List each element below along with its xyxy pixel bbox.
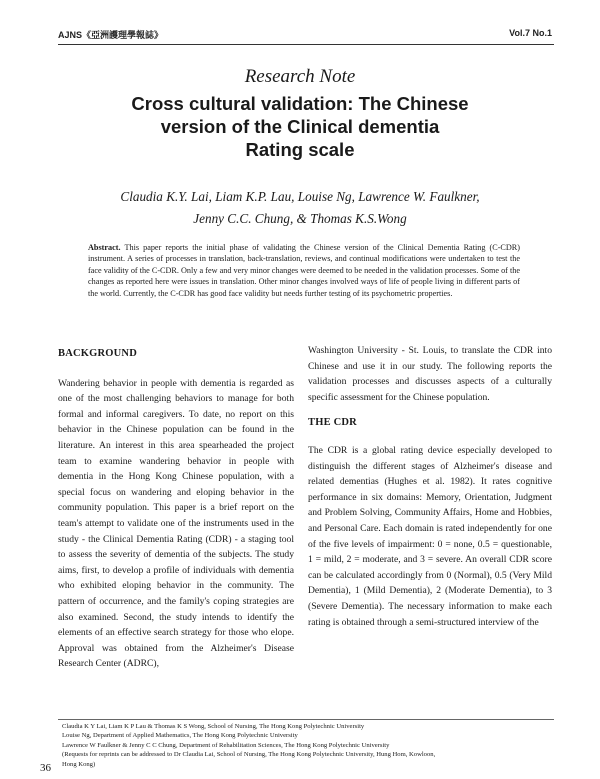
footnote-line: (Requests for reprints can be addressed to Dr Claudia Lai, School of Nursing, The Hong Kong Polytechnic University, Hung Hom, Kowloon, <box>62 751 436 759</box>
abstract-text: This paper reports the initial phase of validating the Chinese version of the Clinical Dementia Rating (C-CDR) instrument. A series of processes in translation, back-translation, reviews, and continual modifications were undertaken to test the face validity of the C-CDR. Only a few and very minor changes were deemed to be needed in the validation processes. Some of the changes as reported here were issues in translation. Other minor changes involved ways of life of people living in different parts of the world. Currently, the C-CDR has good face validity but needs further testing of its psychometric properties. <box>88 243 520 298</box>
title-line: Cross cultural validation: The Chinese <box>131 93 469 114</box>
abstract <box>88 242 520 299</box>
author-list <box>60 186 540 230</box>
title-line: version of the Clinical dementia <box>160 116 440 137</box>
header-rule <box>58 44 554 45</box>
background-paragraph-1: Wandering behavior in people with dementia is regarded as one of the most challenging behaviors to manage for both formal and informal caregivers. To date, no report on this behavior in the Chinese population can be found in the literature. An interest in this area spearheaded the project team to examine wandering behavior in people with dementia in the Hong Kong Chinese population, with a special focus on wandering and eloping behavior in the community population. This paper is a brief report on the team's attempt to validate one of the instruments used in the study - the Clinical Dementia Rating (CDR) - a staging tool to assess the severity of dementia of the subjects. The study aims, first, to develop a profile of individuals with dementia who exhibited eloping behavior in the community. The pattern of occurrence, and the family's coping strategies are also examined. Second, the study intends to identify the elements of an effective search strategy for those who elope. Approval was obtained from the Alzheimer's Disease Research Center (ADRC), <box>58 377 294 670</box>
left-column <box>58 346 294 672</box>
cdr-paragraph-1: The CDR is a global rating device especially developed to distinguish the different stages of Alzheimer's disease and related dementias (Hughes et al. 1982). It rates cognitive performance in six domains: Memory, Orientation, Judgment and Problem Solving, Community Affairs, Home and Hobbies, and Personal Care. Each domain is rated independently for one of the five levels of impairment: 0 = none, 0.5 = questionable, 1 = mild, 2 = moderate, and 3 = severe. An overall CDR score can be calculated accordingly from 0 (Normal), 0.5 (Very Mild Dementia), 1 (Mild Dementia), 2 (Moderate Dementia), to 3 (Severe Dementia). The necessary information to make each rating is obtained through a semi-structured interview of the <box>308 444 552 628</box>
page-number: 36 <box>40 762 51 774</box>
article-type-label: Research Note <box>244 66 356 87</box>
footnote-rule <box>58 719 554 720</box>
right-column <box>308 343 552 630</box>
footnote-line: Claudia K Y Lai, Liam K P Lau & Thomas K S Wong, School of Nursing, The Hong Kong Polytechnic University <box>62 723 365 730</box>
section-heading-background: BACKGROUND <box>58 348 138 359</box>
abstract-label: Abstract. <box>88 243 121 252</box>
journal-name: AJNS《亞洲護理學報誌》 <box>58 30 164 40</box>
footnote-line: Hong Kong) <box>62 760 96 768</box>
author-line: Jenny C.C. Chung, & Thomas K.S.Wong <box>193 211 407 226</box>
article-title <box>60 92 540 161</box>
author-line: Claudia K.Y. Lai, Liam K.P. Lau, Louise Ng, Lawrence W. Faulkner, <box>120 189 480 204</box>
footnote-line: Louise Ng, Department of Applied Mathematics, The Hong Kong Polytechnic University <box>62 732 298 740</box>
title-line: Rating scale <box>245 139 355 160</box>
background-paragraph-2: Washington University - St. Louis, to translate the CDR into Chinese and use it in our study. The following reports the validation processes and discusses aspects of a culturally specific assessment for the Chinese population. <box>308 345 552 403</box>
volume-issue: Vol.7 No.1 <box>509 28 552 38</box>
section-heading-cdr: THE CDR <box>308 417 357 429</box>
author-affiliations <box>62 722 554 769</box>
footnote-line: Lawrence W Faulkner & Jenny C C Chung, Department of Rehabilitation Sciences, The Hong Kong Polytechnic University <box>62 741 390 749</box>
